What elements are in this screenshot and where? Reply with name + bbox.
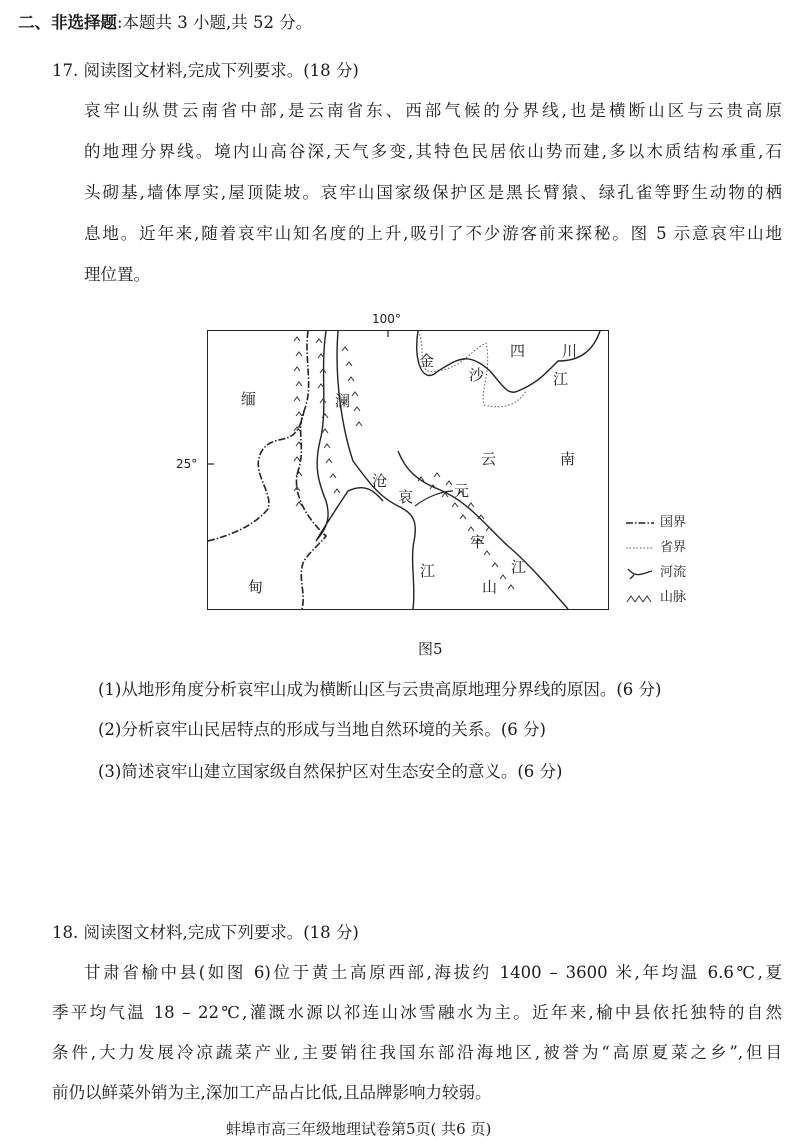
legend-label: 山脉 <box>660 590 687 605</box>
page-footer: 蚌埠市高三年级地理试卷第5页( 共6 页) <box>226 1120 492 1138</box>
figure-5-caption: 图5 <box>418 640 443 658</box>
q17-paragraph-line: 哀牢山纵贯云南省中部,是云南省东、西部气候的分界线,也是横断山区与云贵高原 <box>84 101 782 120</box>
jinsha-river <box>417 331 600 392</box>
label-dian: 甸 <box>248 578 264 596</box>
label-ai: 哀 <box>398 488 414 506</box>
q17-paragraph-line: 理位置。 <box>84 265 150 284</box>
q17-paragraph-line: 头砌基,墙体厚实,屋顶陡坡。哀牢山国家级保护区是黑长臂猿、绿孔雀等野生动物的栖 <box>84 183 782 202</box>
legend-label: 国界 <box>660 515 687 530</box>
label-shan: 山 <box>482 578 498 596</box>
question-18-heading: 18. 阅读图文材料,完成下列要求。(18 分) <box>52 923 359 942</box>
legend-provincial-border <box>626 540 686 556</box>
river-symbol <box>626 567 654 579</box>
longitude-label: 100° <box>372 312 401 326</box>
national-border <box>296 331 326 609</box>
label-jiang-left: 江 <box>420 562 436 580</box>
label-lan: 澜 <box>335 392 351 410</box>
label-yuan: 元 <box>454 482 470 500</box>
label-lao: 牢 <box>470 533 486 551</box>
figure-5-map <box>207 330 609 610</box>
label-nan: 南 <box>560 450 576 468</box>
mountain-range-east <box>342 347 362 426</box>
legend-label: 省界 <box>660 540 687 555</box>
national-border-symbol <box>626 517 654 529</box>
sub-question-3: (3)简述哀牢山建立国家级自然保护区对生态安全的意义。(6 分) <box>98 762 563 781</box>
question-17-heading: 17. 阅读图文材料,完成下列要求。(18 分) <box>52 61 359 80</box>
legend-river <box>626 565 686 581</box>
provincial-border-symbol <box>626 542 654 554</box>
label-jiang-top: 江 <box>553 370 569 388</box>
q18-paragraph-line: 条件,大力发展冷凉蔬菜产业,主要销往我国东部沿海地区,被誉为“高原夏菜之乡”,但目 <box>52 1043 782 1062</box>
label-yun: 云 <box>481 450 497 468</box>
legend-label: 河流 <box>660 565 687 580</box>
label-cang: 沧 <box>372 472 388 490</box>
map-drawing <box>208 331 608 609</box>
q18-paragraph-line: 前仍以鲜菜外销为主,深加工产品占比低,且品牌影响力较弱。 <box>52 1083 492 1102</box>
label-jiang-right: 江 <box>511 558 527 576</box>
section-heading <box>18 12 312 34</box>
section-title-bold: 二、非选择题 <box>18 13 117 32</box>
sub-question-2: (2)分析哀牢山民居特点的形成与当地自然环境的关系。(6 分) <box>98 720 546 739</box>
mountain-symbol <box>626 592 654 604</box>
label-si: 四 <box>510 342 526 360</box>
national-border-west <box>208 411 304 541</box>
label-chuan: 川 <box>562 342 578 360</box>
label-sha: 沙 <box>469 366 485 384</box>
lancang-river <box>337 331 415 609</box>
label-jin: 金 <box>419 352 435 370</box>
latitude-label: 25° <box>176 457 198 471</box>
q18-paragraph-line: 甘肃省榆中县(如图 6)位于黄土高原西部,海拔约 1400 – 3600 米,年均温 6.6℃,夏 <box>84 963 782 982</box>
q18-paragraph-line: 季平均气温 18 – 22℃,灌溉水源以祁连山冰雪融水为主。近年来,榆中县依托独特的自然 <box>52 1003 782 1022</box>
q17-paragraph-line: 息地。近年来,随着哀牢山知名度的上升,吸引了不少游客前来探秘。图 5 示意哀牢山地 <box>84 224 782 243</box>
q17-paragraph-line: 的地理分界线。境内山高谷深,天气多变,其特色民居依山势而建,多以木质结构承重,石 <box>84 142 782 161</box>
legend-mountain <box>626 590 686 606</box>
legend-national-border <box>626 515 686 531</box>
sub-question-1: (1)从地形角度分析哀牢山成为横断山区与云贵高原地理分界线的原因。(6 分) <box>98 680 662 699</box>
label-mian: 缅 <box>241 390 257 408</box>
section-title-rest: :本题共 3 小题,共 52 分。 <box>117 13 313 32</box>
